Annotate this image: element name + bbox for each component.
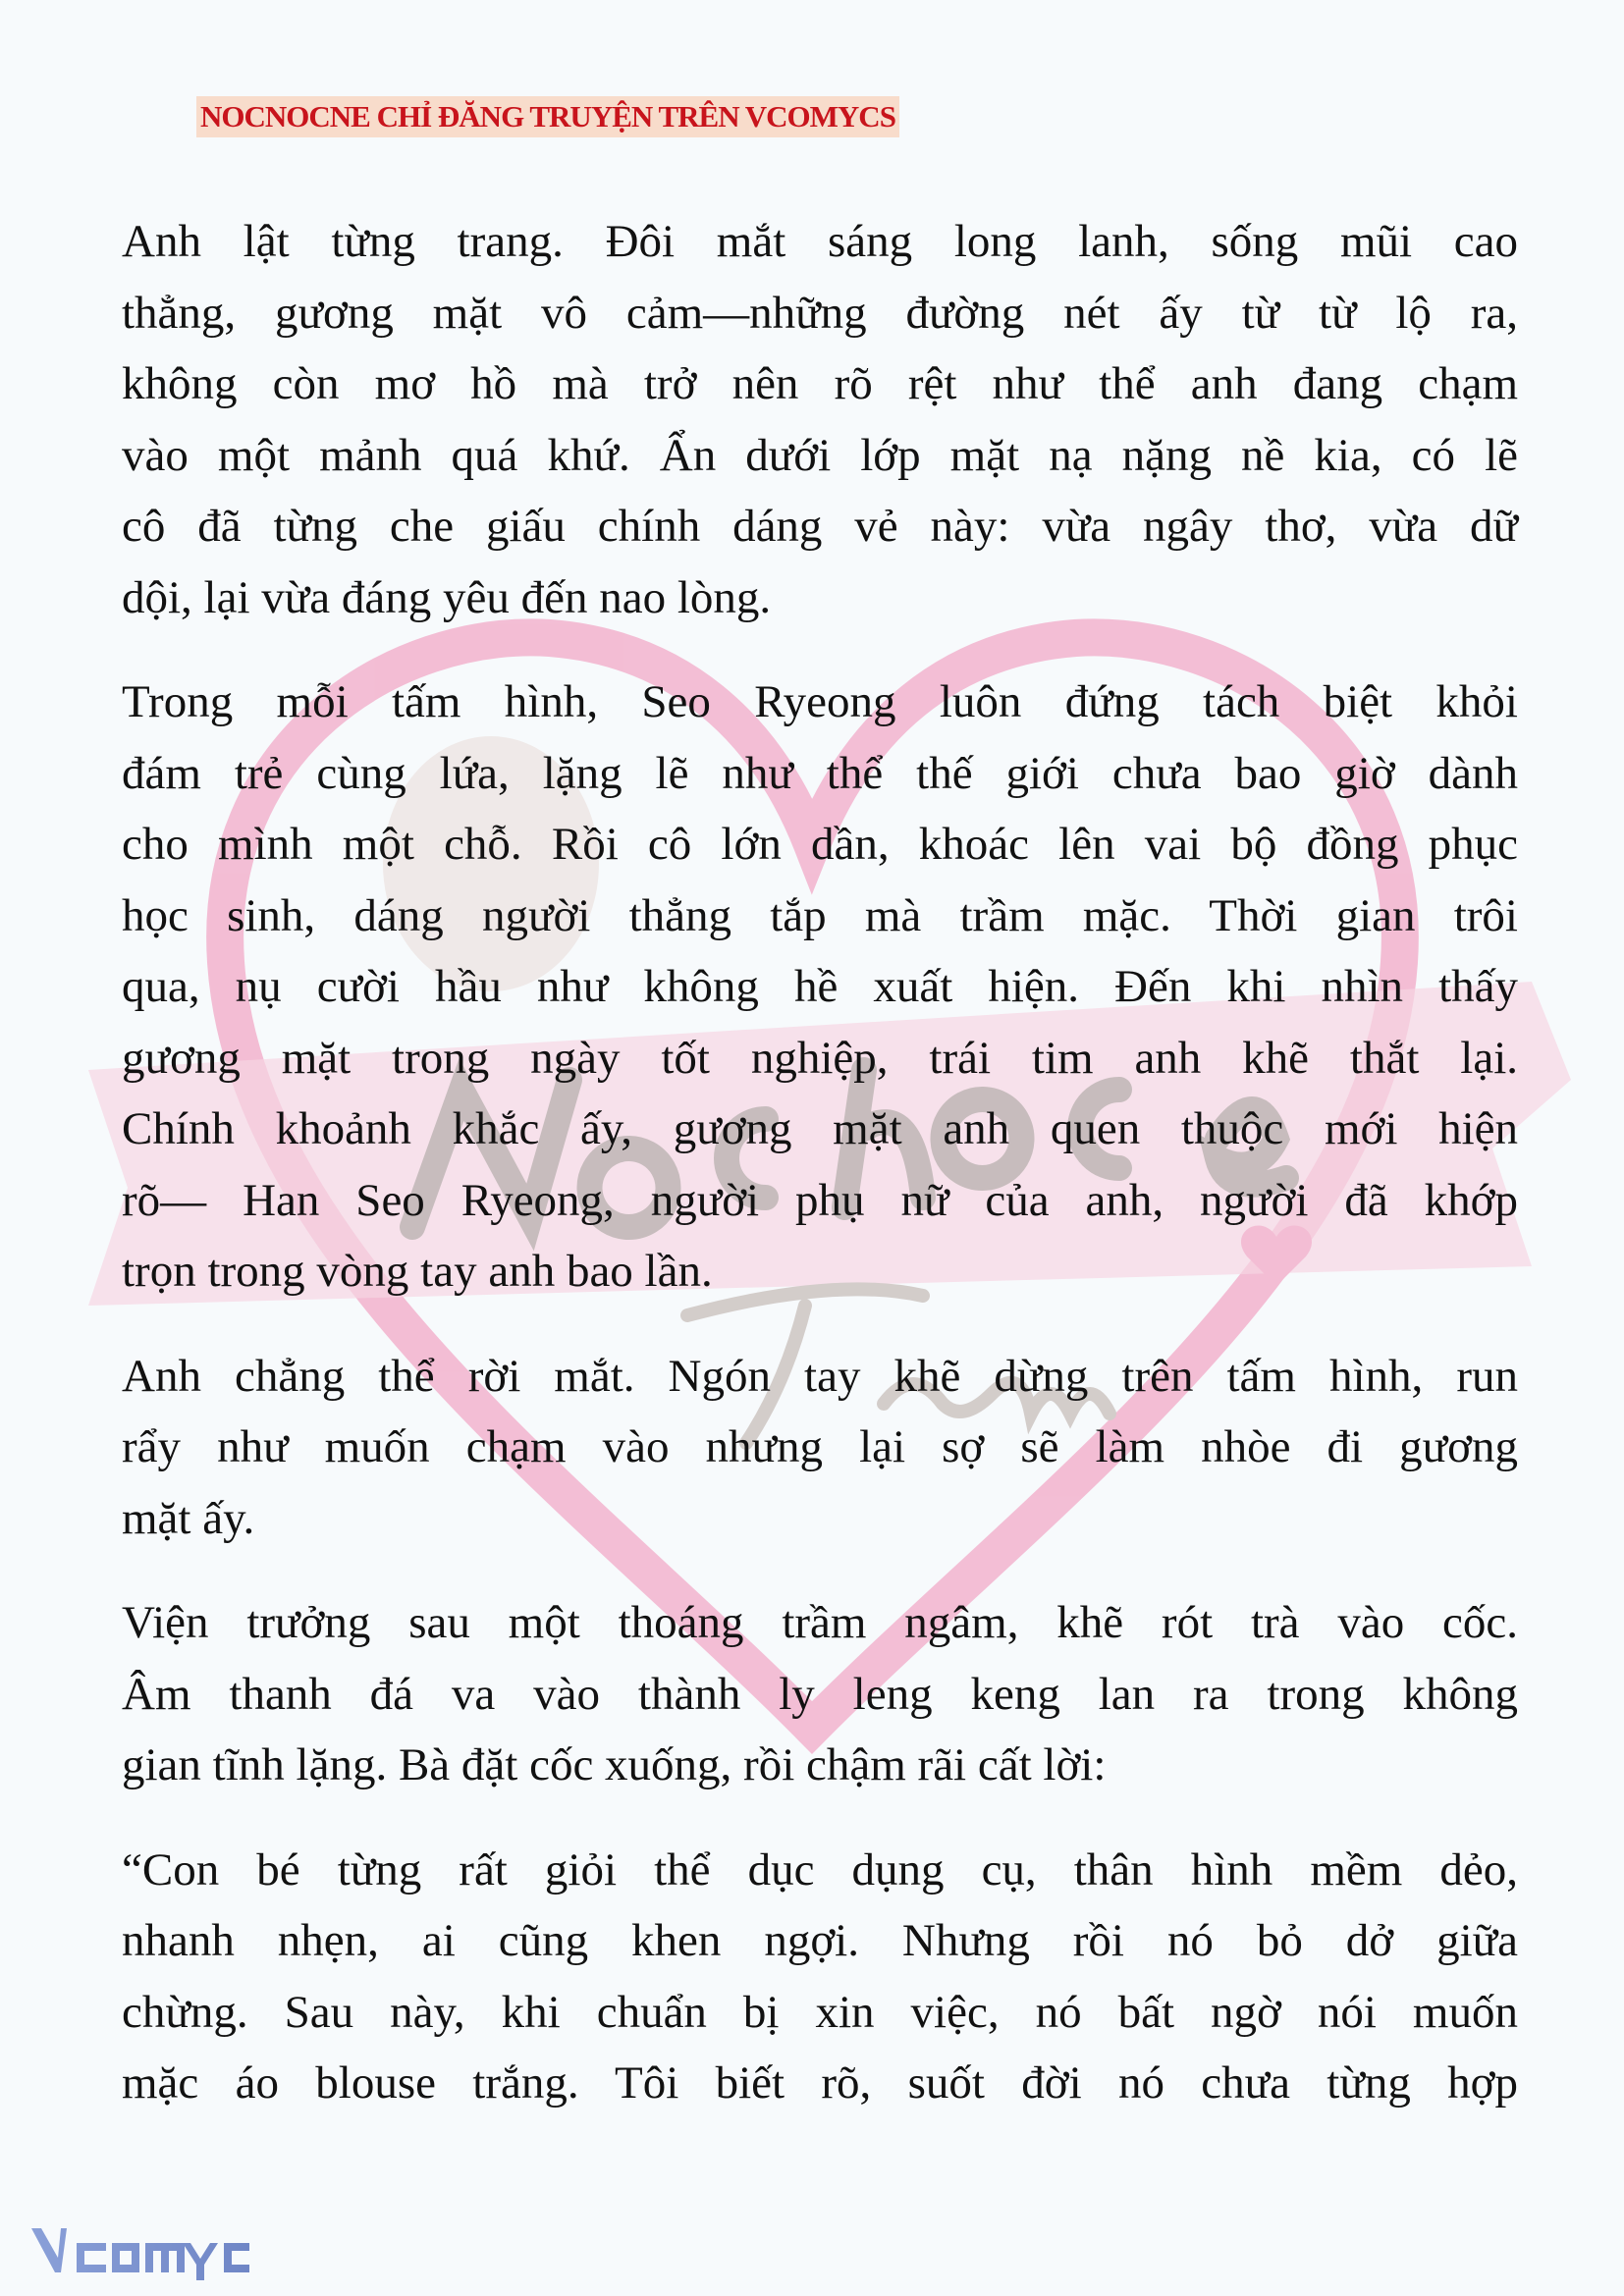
paragraph xyxy=(122,1341,1518,1555)
vcomycs-logo xyxy=(27,2218,253,2287)
source-notice: NOCNOCNE CHỈ ĐĂNG TRUYỆN TRÊN VCOMYCS xyxy=(196,96,899,137)
text-line: Anh chẳng thể rời mắt. Ngón tay khẽ dừng trên tấm hình, run xyxy=(122,1350,1518,1402)
text-line: gương mặt trong ngày tốt nghiệp, trái tim anh khẽ thắt lại. xyxy=(122,1032,1518,1084)
text-line: Anh lật từng trang. Đôi mắt sáng long lanh, sống mũi cao xyxy=(122,216,1518,267)
text-line: đám trẻ cùng lứa, lặng lẽ như thể thế giới chưa bao giờ dành xyxy=(122,747,1518,799)
text-line: vào một mảnh quá khứ. Ẩn dưới lớp mặt nạ nặng nề kia, có lẽ xyxy=(122,429,1518,481)
text-line: nhanh nhẹn, ai cũng khen ngợi. Nhưng rồi nó bỏ dở giữa xyxy=(122,1915,1518,1966)
paragraph xyxy=(122,667,1518,1308)
text-line: rõ— Han Seo Ryeong, người phụ nữ của anh, người đã khớp xyxy=(122,1174,1518,1226)
text-line: không còn mơ hồ mà trở nên rõ rệt như thể anh đang chạm xyxy=(122,358,1518,409)
text-line: dội, lại vừa đáng yêu đến nao lòng. xyxy=(122,571,772,623)
text-line: mặc áo blouse trắng. Tôi biết rõ, suốt đời nó chưa từng hợp xyxy=(122,2057,1518,2109)
text-line: trọn trong vòng tay anh bao lần. xyxy=(122,1246,713,1297)
text-line: gian tĩnh lặng. Bà đặt cốc xuống, rồi chậm rãi cất lời: xyxy=(122,1739,1107,1790)
text-line: Trong mỗi tấm hình, Seo Ryeong luôn đứng tách biệt khỏi xyxy=(122,676,1518,727)
text-line: Chính khoảnh khắc ấy, gương mặt anh quen thuộc mới hiện xyxy=(122,1103,1518,1154)
text-line: Âm thanh đá va vào thành ly leng keng lan ra trong không xyxy=(122,1668,1518,1720)
text-line: “Con bé từng rất giỏi thể dục dụng cụ, thân hình mềm dẻo, xyxy=(122,1843,1518,1896)
text-line: cho mình một chỗ. Rồi cô lớn dần, khoác lên vai bộ đồng phục xyxy=(122,819,1518,870)
text-line: qua, nụ cười hầu như không hề xuất hiện. Đến khi nhìn thấy xyxy=(122,961,1518,1012)
text-line: chừng. Sau này, khi chuẩn bị xin việc, nó bất ngờ nói muốn xyxy=(122,1986,1518,2038)
text-line: học sinh, dáng người thẳng tắp mà trầm mặc. Thời gian trôi xyxy=(122,889,1518,941)
text-line: thẳng, gương mặt vô cảm—những đường nét ấy từ từ lộ ra, xyxy=(122,287,1518,339)
paragraph xyxy=(122,206,1518,633)
text-line: mặt ấy. xyxy=(122,1492,255,1544)
paragraph xyxy=(122,1835,1518,2119)
text-line: rẩy như muốn chạm vào nhưng lại sợ sẽ làm nhòe đi gương xyxy=(122,1421,1518,1472)
story-text xyxy=(122,206,1518,2153)
text-line: cô đã từng che giấu chính dáng vẻ này: vừa ngây thơ, vừa dữ xyxy=(122,501,1518,552)
text-line: Viện trưởng sau một thoáng trầm ngâm, khẽ rót trà vào cốc. xyxy=(122,1597,1518,1648)
paragraph xyxy=(122,1587,1518,1801)
